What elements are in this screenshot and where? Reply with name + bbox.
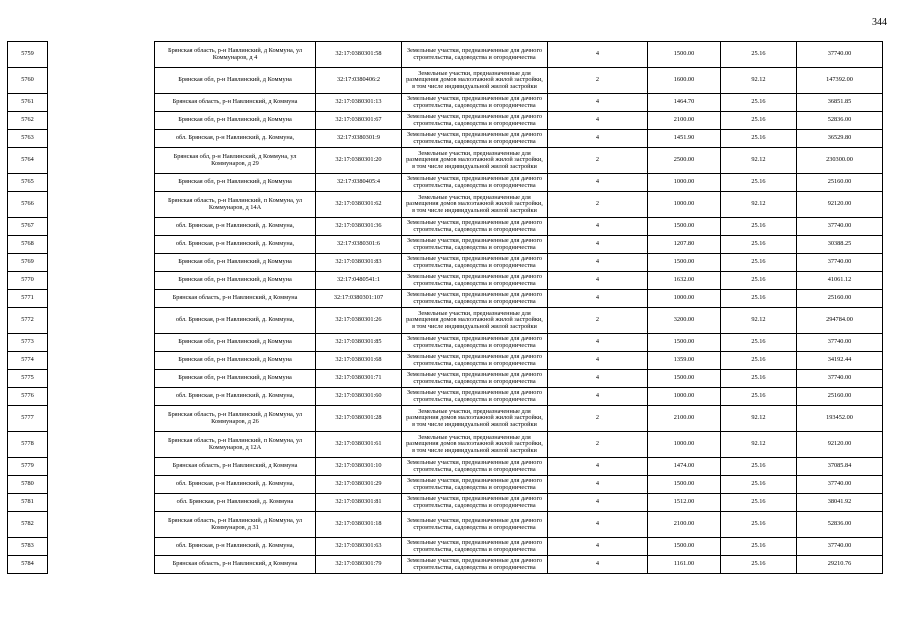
cadastral-number-cell: 32:17:0380301:61 xyxy=(316,432,402,458)
row-number-cell: 5768 xyxy=(8,236,48,254)
cadastral-number-cell: 32:17:0380301:28 xyxy=(316,406,402,432)
area-cell: 1632.00 xyxy=(648,272,721,290)
area-cell: 1500.00 xyxy=(648,370,721,388)
row-number-cell: 5776 xyxy=(8,388,48,406)
cadastral-number-cell: 32:17:0380301:62 xyxy=(316,192,402,218)
table-row xyxy=(8,68,883,94)
address-cell: обл. Брянская, р-н Навлинский, д. Коммуна, xyxy=(155,308,316,334)
gap-cell xyxy=(48,130,155,148)
row-number-cell: 5777 xyxy=(8,406,48,432)
group-cell: 4 xyxy=(548,272,648,290)
row-number-cell: 5762 xyxy=(8,112,48,130)
row-number-cell: 5775 xyxy=(8,370,48,388)
cadastral-value-cell: 92120.00 xyxy=(797,432,883,458)
cadastral-number-cell: 32:17:0380301:10 xyxy=(316,458,402,476)
cadastral-number-cell: 32:17:0380301:18 xyxy=(316,512,402,538)
rate-cell: 25.16 xyxy=(721,112,797,130)
area-cell: 2100.00 xyxy=(648,112,721,130)
row-number-cell: 5759 xyxy=(8,42,48,68)
area-cell: 1474.00 xyxy=(648,458,721,476)
gap-cell xyxy=(48,42,155,68)
address-cell: обл. Брянская, р-н Навлинский, д. Коммуна, xyxy=(155,476,316,494)
rate-cell: 25.16 xyxy=(721,458,797,476)
cadastral-number-cell: 32:17:0380301:60 xyxy=(316,388,402,406)
row-number-cell: 5767 xyxy=(8,218,48,236)
row-number-cell: 5760 xyxy=(8,68,48,94)
row-number-cell: 5779 xyxy=(8,458,48,476)
gap-cell xyxy=(48,458,155,476)
gap-cell xyxy=(48,476,155,494)
rate-cell: 92.12 xyxy=(721,148,797,174)
cadastral-value-cell: 25160.00 xyxy=(797,174,883,192)
cadastral-value-cell: 37740.00 xyxy=(797,538,883,556)
land-use-cell: Земельные участки, предназначенные для дачного строительства, садоводства и огородничества xyxy=(402,388,548,406)
table-row xyxy=(8,272,883,290)
gap-cell xyxy=(48,352,155,370)
address-cell: Брянская обл, р-н Навлинский, д Коммуна xyxy=(155,254,316,272)
address-cell: Брянская область, р-н Навлинский, д Коммуна, ул Коммунаров, д 26 xyxy=(155,406,316,432)
group-cell: 4 xyxy=(548,370,648,388)
table-row xyxy=(8,308,883,334)
page-number: 344 xyxy=(872,17,887,28)
rate-cell: 25.16 xyxy=(721,236,797,254)
rate-cell: 25.16 xyxy=(721,218,797,236)
address-cell: Брянская обл, р-н Навлинский, д Коммуна xyxy=(155,174,316,192)
address-cell: Брянская область, р-н Навлинский, д Коммуна, ул Коммунаров, д 31 xyxy=(155,512,316,538)
rate-cell: 92.12 xyxy=(721,308,797,334)
gap-cell xyxy=(48,538,155,556)
land-use-cell: Земельные участки, предназначенные для размещения домов малоэтажной жилой застройки, в том числе индивидуальной жилой застройки xyxy=(402,148,548,174)
gap-cell xyxy=(48,254,155,272)
address-cell: Брянская обл, р-н Навлинский, д Коммуна, ул Коммунаров, д 29 xyxy=(155,148,316,174)
area-cell: 1359.00 xyxy=(648,352,721,370)
group-cell: 2 xyxy=(548,406,648,432)
gap-cell xyxy=(48,94,155,112)
cadastral-value-cell: 25160.00 xyxy=(797,290,883,308)
rate-cell: 25.16 xyxy=(721,512,797,538)
area-cell: 1000.00 xyxy=(648,192,721,218)
cadastral-value-table xyxy=(7,41,883,574)
rate-cell: 25.16 xyxy=(721,174,797,192)
group-cell: 4 xyxy=(548,112,648,130)
address-cell: Брянская обл, р-н Навлинский, д Коммуна xyxy=(155,370,316,388)
group-cell: 4 xyxy=(548,42,648,68)
table-row xyxy=(8,476,883,494)
address-cell: Брянская область, р-н Навлинский, п Коммуна, ул Коммунаров, д 14А xyxy=(155,192,316,218)
address-cell: Брянская обл, р-н Навлинский, д Коммуна xyxy=(155,352,316,370)
table-row xyxy=(8,218,883,236)
land-use-cell: Земельные участки, предназначенные для дачного строительства, садоводства и огородничества xyxy=(402,352,548,370)
row-number-cell: 5784 xyxy=(8,556,48,574)
land-use-cell: Земельные участки, предназначенные для дачного строительства, садоводства и огородничества xyxy=(402,334,548,352)
gap-cell xyxy=(48,68,155,94)
group-cell: 4 xyxy=(548,512,648,538)
table-row xyxy=(8,370,883,388)
table-row xyxy=(8,254,883,272)
rate-cell: 92.12 xyxy=(721,192,797,218)
group-cell: 4 xyxy=(548,94,648,112)
table-row xyxy=(8,406,883,432)
rate-cell: 25.16 xyxy=(721,94,797,112)
cadastral-number-cell: 32:17:0380301:79 xyxy=(316,556,402,574)
cadastral-value-cell: 25160.00 xyxy=(797,388,883,406)
table-row xyxy=(8,388,883,406)
table-row xyxy=(8,236,883,254)
rate-cell: 25.16 xyxy=(721,42,797,68)
address-cell: обл. Брянская, р-н Навлинский, д. Коммуна, xyxy=(155,218,316,236)
cadastral-number-cell: 32:17:0380301:26 xyxy=(316,308,402,334)
cadastral-value-cell: 52836.00 xyxy=(797,512,883,538)
cadastral-value-cell: 37085.84 xyxy=(797,458,883,476)
address-cell: Брянская область, р-н Навлинский, д Коммуна, ул Коммунаров, д 4 xyxy=(155,42,316,68)
group-cell: 4 xyxy=(548,174,648,192)
address-cell: обл. Брянская, р-н Навлинский, д. Коммуна, xyxy=(155,236,316,254)
area-cell: 1451.90 xyxy=(648,130,721,148)
land-use-cell: Земельные участки, предназначенные для дачного строительства, садоводства и огородничества xyxy=(402,272,548,290)
area-cell: 1000.00 xyxy=(648,290,721,308)
group-cell: 4 xyxy=(548,352,648,370)
rate-cell: 25.16 xyxy=(721,556,797,574)
rate-cell: 25.16 xyxy=(721,334,797,352)
table-row xyxy=(8,512,883,538)
cadastral-number-cell: 32:17:0380405:4 xyxy=(316,174,402,192)
row-number-cell: 5770 xyxy=(8,272,48,290)
cadastral-value-cell: 230300.00 xyxy=(797,148,883,174)
cadastral-value-cell: 37740.00 xyxy=(797,334,883,352)
area-cell: 1500.00 xyxy=(648,254,721,272)
address-cell: Брянская обл, р-н Навлинский, д Коммуна xyxy=(155,272,316,290)
cadastral-value-cell: 36529.80 xyxy=(797,130,883,148)
cadastral-value-cell: 29210.76 xyxy=(797,556,883,574)
table-row xyxy=(8,174,883,192)
table-row xyxy=(8,352,883,370)
rate-cell: 25.16 xyxy=(721,290,797,308)
row-number-cell: 5766 xyxy=(8,192,48,218)
cadastral-value-cell: 37740.00 xyxy=(797,254,883,272)
land-use-cell: Земельные участки, предназначенные для размещения домов малоэтажной жилой застройки, в том числе индивидуальной жилой застройки xyxy=(402,432,548,458)
gap-cell xyxy=(48,112,155,130)
rate-cell: 25.16 xyxy=(721,476,797,494)
cadastral-number-cell: 32:17:0380301:83 xyxy=(316,254,402,272)
gap-cell xyxy=(48,290,155,308)
group-cell: 4 xyxy=(548,130,648,148)
rate-cell: 25.16 xyxy=(721,388,797,406)
group-cell: 2 xyxy=(548,432,648,458)
group-cell: 4 xyxy=(548,538,648,556)
rate-cell: 92.12 xyxy=(721,406,797,432)
land-use-cell: Земельные участки, предназначенные для дачного строительства, садоводства и огородничества xyxy=(402,370,548,388)
land-use-cell: Земельные участки, предназначенные для дачного строительства, садоводства и огородничества xyxy=(402,112,548,130)
group-cell: 4 xyxy=(548,218,648,236)
address-cell: Брянская обл, р-н Навлинский, д Коммуна xyxy=(155,68,316,94)
row-number-cell: 5763 xyxy=(8,130,48,148)
row-number-cell: 5771 xyxy=(8,290,48,308)
land-use-cell: Земельные участки, предназначенные для дачного строительства, садоводства и огородничества xyxy=(402,130,548,148)
cadastral-value-cell: 37740.00 xyxy=(797,370,883,388)
cadastral-number-cell: 32:17:0380301:29 xyxy=(316,476,402,494)
area-cell: 1512.00 xyxy=(648,494,721,512)
land-use-cell: Земельные участки, предназначенные для дачного строительства, садоводства и огородничества xyxy=(402,290,548,308)
area-cell: 1500.00 xyxy=(648,476,721,494)
gap-cell xyxy=(48,334,155,352)
row-number-cell: 5780 xyxy=(8,476,48,494)
gap-cell xyxy=(48,370,155,388)
table-row xyxy=(8,148,883,174)
table-row xyxy=(8,112,883,130)
row-number-cell: 5781 xyxy=(8,494,48,512)
land-use-cell: Земельные участки, предназначенные для дачного строительства, садоводства и огородничества xyxy=(402,218,548,236)
row-number-cell: 5774 xyxy=(8,352,48,370)
cadastral-number-cell: 32:17:0380301:71 xyxy=(316,370,402,388)
address-cell: Брянская обл, р-н Навлинский, д Коммуна xyxy=(155,112,316,130)
table-row xyxy=(8,130,883,148)
gap-cell xyxy=(48,192,155,218)
cadastral-number-cell: 32:17:0380406:2 xyxy=(316,68,402,94)
cadastral-value-cell: 37740.00 xyxy=(797,476,883,494)
group-cell: 4 xyxy=(548,334,648,352)
rate-cell: 25.16 xyxy=(721,494,797,512)
address-cell: обл. Брянская, р-н Навлинский, д. Коммуна, xyxy=(155,538,316,556)
rate-cell: 25.16 xyxy=(721,130,797,148)
group-cell: 4 xyxy=(548,290,648,308)
group-cell: 2 xyxy=(548,192,648,218)
land-use-cell: Земельные участки, предназначенные для дачного строительства, садоводства и огородничества xyxy=(402,458,548,476)
gap-cell xyxy=(48,512,155,538)
land-use-cell: Земельные участки, предназначенные для размещения домов малоэтажной жилой застройки, в том числе индивидуальной жилой застройки xyxy=(402,406,548,432)
area-cell: 2500.00 xyxy=(648,148,721,174)
land-use-cell: Земельные участки, предназначенные для дачного строительства, садоводства и огородничества xyxy=(402,538,548,556)
table-row xyxy=(8,494,883,512)
table-row xyxy=(8,458,883,476)
group-cell: 4 xyxy=(548,236,648,254)
cadastral-number-cell: 32:17:0380301:107 xyxy=(316,290,402,308)
cadastral-number-cell: 32:17:0380301:85 xyxy=(316,334,402,352)
table-row xyxy=(8,42,883,68)
group-cell: 4 xyxy=(548,476,648,494)
address-cell: Брянская область, р-н Навлинский, п Коммуна, ул Коммунаров, д 12А xyxy=(155,432,316,458)
cadastral-value-cell: 34192.44 xyxy=(797,352,883,370)
rate-cell: 25.16 xyxy=(721,538,797,556)
area-cell: 3200.00 xyxy=(648,308,721,334)
rate-cell: 25.16 xyxy=(721,370,797,388)
row-number-cell: 5765 xyxy=(8,174,48,192)
table-row xyxy=(8,192,883,218)
row-number-cell: 5761 xyxy=(8,94,48,112)
address-cell: обл. Брянская, р-н Навлинский, д. Коммуна xyxy=(155,494,316,512)
land-use-cell: Земельные участки, предназначенные для дачного строительства, садоводства и огородничества xyxy=(402,556,548,574)
group-cell: 4 xyxy=(548,556,648,574)
land-use-cell: Земельные участки, предназначенные для дачного строительства, садоводства и огородничества xyxy=(402,94,548,112)
cadastral-value-cell: 37740.00 xyxy=(797,218,883,236)
cadastral-value-cell: 52836.00 xyxy=(797,112,883,130)
table-row xyxy=(8,290,883,308)
land-use-cell: Земельные участки, предназначенные для дачного строительства, садоводства и огородничества xyxy=(402,476,548,494)
row-number-cell: 5769 xyxy=(8,254,48,272)
rate-cell: 25.16 xyxy=(721,272,797,290)
address-cell: Брянская область, р-н Навлинский, д Коммуна xyxy=(155,556,316,574)
cadastral-value-cell: 147392.00 xyxy=(797,68,883,94)
group-cell: 2 xyxy=(548,68,648,94)
area-cell: 2100.00 xyxy=(648,512,721,538)
area-cell: 1207.80 xyxy=(648,236,721,254)
cadastral-number-cell: 32:17:0380301:63 xyxy=(316,538,402,556)
row-number-cell: 5772 xyxy=(8,308,48,334)
row-number-cell: 5764 xyxy=(8,148,48,174)
land-use-cell: Земельные участки, предназначенные для дачного строительства, садоводства и огородничества xyxy=(402,512,548,538)
cadastral-number-cell: 32:17:0380301:58 xyxy=(316,42,402,68)
cadastral-value-cell: 37740.00 xyxy=(797,42,883,68)
land-use-cell: Земельные участки, предназначенные для размещения домов малоэтажной жилой застройки, в том числе индивидуальной жилой застройки xyxy=(402,192,548,218)
address-cell: Брянская обл, р-н Навлинский, д Коммуна xyxy=(155,334,316,352)
group-cell: 4 xyxy=(548,388,648,406)
row-number-cell: 5782 xyxy=(8,512,48,538)
cadastral-number-cell: 32:17:0480541:1 xyxy=(316,272,402,290)
group-cell: 4 xyxy=(548,254,648,272)
gap-cell xyxy=(48,236,155,254)
cadastral-value-cell: 41061.12 xyxy=(797,272,883,290)
gap-cell xyxy=(48,556,155,574)
gap-cell xyxy=(48,308,155,334)
table-row xyxy=(8,432,883,458)
gap-cell xyxy=(48,174,155,192)
rate-cell: 92.12 xyxy=(721,432,797,458)
area-cell: 1500.00 xyxy=(648,42,721,68)
area-cell: 1500.00 xyxy=(648,218,721,236)
gap-cell xyxy=(48,388,155,406)
cadastral-value-cell: 294784.00 xyxy=(797,308,883,334)
group-cell: 4 xyxy=(548,494,648,512)
row-number-cell: 5778 xyxy=(8,432,48,458)
gap-cell xyxy=(48,218,155,236)
cadastral-number-cell: 32:17:0380301:6 xyxy=(316,236,402,254)
cadastral-number-cell: 32:17:0380301:20 xyxy=(316,148,402,174)
cadastral-number-cell: 32:17:0380301:9 xyxy=(316,130,402,148)
land-use-cell: Земельные участки, предназначенные для дачного строительства, садоводства и огородничества xyxy=(402,254,548,272)
land-use-cell: Земельные участки, предназначенные для размещения домов малоэтажной жилой застройки, в том числе индивидуальной жилой застройки xyxy=(402,68,548,94)
area-cell: 1500.00 xyxy=(648,538,721,556)
gap-cell xyxy=(48,494,155,512)
gap-cell xyxy=(48,148,155,174)
cadastral-value-cell: 92120.00 xyxy=(797,192,883,218)
address-cell: обл. Брянская, р-н Навлинский, д. Коммуна, xyxy=(155,130,316,148)
row-number-cell: 5783 xyxy=(8,538,48,556)
row-number-cell: 5773 xyxy=(8,334,48,352)
group-cell: 4 xyxy=(548,458,648,476)
area-cell: 1464.70 xyxy=(648,94,721,112)
rate-cell: 25.16 xyxy=(721,352,797,370)
address-cell: Брянская область, р-н Навлинский, д Коммуна xyxy=(155,94,316,112)
cadastral-value-cell: 193452.00 xyxy=(797,406,883,432)
land-use-cell: Земельные участки, предназначенные для дачного строительства, садоводства и огородничества xyxy=(402,236,548,254)
area-cell: 1600.00 xyxy=(648,68,721,94)
gap-cell xyxy=(48,272,155,290)
cadastral-value-cell: 38041.92 xyxy=(797,494,883,512)
table-body xyxy=(8,42,883,574)
table-row xyxy=(8,94,883,112)
cadastral-value-cell: 36851.85 xyxy=(797,94,883,112)
land-use-cell: Земельные участки, предназначенные для размещения домов малоэтажной жилой застройки, в том числе индивидуальной жилой застройки xyxy=(402,308,548,334)
cadastral-number-cell: 32:17:0380301:68 xyxy=(316,352,402,370)
rate-cell: 92.12 xyxy=(721,68,797,94)
cadastral-number-cell: 32:17:0380301:81 xyxy=(316,494,402,512)
land-use-cell: Земельные участки, предназначенные для дачного строительства, садоводства и огородничества xyxy=(402,42,548,68)
table-row xyxy=(8,556,883,574)
group-cell: 2 xyxy=(548,308,648,334)
address-cell: Брянская область, р-н Навлинский, д Коммуна xyxy=(155,290,316,308)
area-cell: 1000.00 xyxy=(648,174,721,192)
cadastral-value-cell: 30388.25 xyxy=(797,236,883,254)
table-row xyxy=(8,334,883,352)
land-use-cell: Земельные участки, предназначенные для дачного строительства, садоводства и огородничества xyxy=(402,494,548,512)
address-cell: Брянская область, р-н Навлинский, д Коммуна xyxy=(155,458,316,476)
address-cell: обл. Брянская, р-н Навлинский, д. Коммуна, xyxy=(155,388,316,406)
area-cell: 2100.00 xyxy=(648,406,721,432)
group-cell: 2 xyxy=(548,148,648,174)
land-use-cell: Земельные участки, предназначенные для дачного строительства, садоводства и огородничества xyxy=(402,174,548,192)
gap-cell xyxy=(48,432,155,458)
area-cell: 1000.00 xyxy=(648,388,721,406)
area-cell: 1000.00 xyxy=(648,432,721,458)
gap-cell xyxy=(48,406,155,432)
table-row xyxy=(8,538,883,556)
cadastral-number-cell: 32:17:0380301:67 xyxy=(316,112,402,130)
cadastral-number-cell: 32:17:0380301:36 xyxy=(316,218,402,236)
area-cell: 1500.00 xyxy=(648,334,721,352)
area-cell: 1161.00 xyxy=(648,556,721,574)
rate-cell: 25.16 xyxy=(721,254,797,272)
cadastral-number-cell: 32:17:0380301:13 xyxy=(316,94,402,112)
